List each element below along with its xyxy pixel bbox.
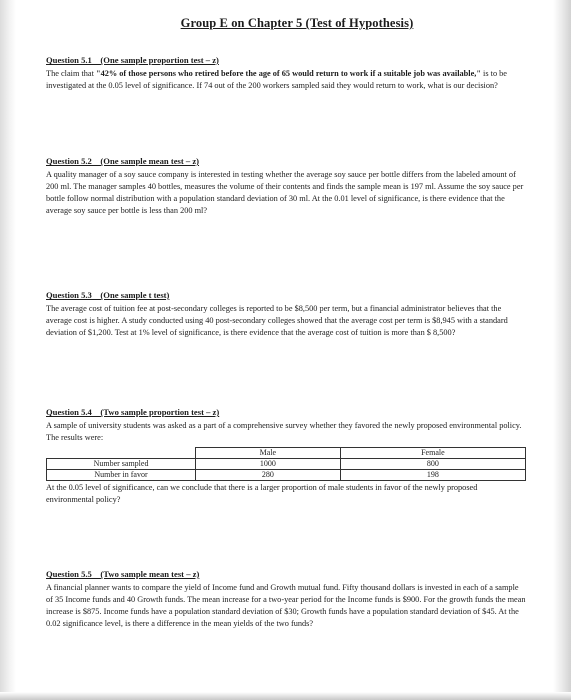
page-edge-left	[0, 0, 16, 700]
question-5-3	[46, 290, 526, 339]
table-header-row	[47, 448, 526, 459]
document-title: Group E on Chapter 5 (Test of Hypothesis)	[180, 16, 414, 30]
question-5-4	[46, 407, 526, 506]
results-table	[46, 447, 526, 481]
question-body-intro: The claim that	[46, 69, 96, 78]
table-row-label: Number in favor	[47, 470, 196, 481]
question-body: A sample of university students was asked as a part of a comprehensive survey whether they favored the newly proposed environmental policy. The results were:	[46, 421, 522, 443]
question-followup: At the 0.05 level of significance, can we conclude that there is a larger proportion of male students in favor of the newly proposed environmental policy?	[46, 483, 478, 505]
question-body: A quality manager of a soy sauce company is interested in testing whether the average soy sauce per bottle differs from the labeled amount of 200 ml. The manager samples 40 bottles, measures the volume of their contents and finds the sample mean is 197 ml. Assume the soy sauce per bottle follow normal distribution with a population standard deviation of 30 ml. At the 0.01 level of significance, is there evidence that the average soy sauce per bottle is less than 200 ml?	[46, 170, 524, 216]
question-heading: Question 5.4 (Two sample proportion test – z)	[46, 407, 220, 417]
table-cell: 198	[340, 470, 525, 481]
question-heading: Question 5.5 (Two sample mean test – z)	[46, 569, 200, 579]
question-body: The average cost of tuition fee at post-secondary colleges is reported to be $8,500 per term, but a financial administrator believes that the average cost is higher. A study conducted using 40 post-secondary colleges showed that the average cost per term is $8,945 with a standard deviation of $1,200. Test at 1% level of significance, is there evidence that the average cost of tuition is more than $ 8,500?	[46, 304, 508, 338]
question-heading: Question 5.3 (One sample t test)	[46, 290, 170, 300]
question-heading: Question 5.2 (One sample mean test – z)	[46, 156, 200, 166]
question-5-2	[46, 156, 526, 217]
table-header-male: Male	[196, 448, 341, 459]
question-body-rest: is to be investigated at the 0.05 level of significance. If 74 out of the 200 workers sampled said they would return to work, what is our decision?	[46, 69, 507, 91]
table-corner-cell	[47, 448, 196, 459]
document-page	[46, 16, 526, 629]
table-header-female: Female	[340, 448, 525, 459]
question-5-1	[46, 55, 526, 92]
question-body-claim: "42% of those persons who retired before the age of 65 would return to work if a suitable job was available,"	[96, 69, 481, 78]
question-heading: Question 5.1 (One sample proportion test – z)	[46, 55, 219, 65]
question-body	[46, 68, 526, 92]
page-edge-right	[553, 0, 571, 700]
question-body: A financial planner wants to compare the yield of Income fund and Growth mutual fund. Fifty thousand dollars is invested in each of a sample of 35 Income funds and 40 Growth funds. The mean increase for a two-year period for the Income funds is $900. For the growth funds the mean increase is $875. Income funds have a population standard deviation of $30; Growth funds have a population standard deviation of $45. At the 0.02 significance level, is there a difference in the mean yields of the two funds?	[46, 583, 526, 629]
table-cell: 1000	[196, 459, 341, 470]
table-cell: 280	[196, 470, 341, 481]
table-row-label: Number sampled	[47, 459, 196, 470]
question-5-5	[46, 569, 526, 630]
table-cell: 800	[340, 459, 525, 470]
table-row	[47, 459, 526, 470]
table-row	[47, 470, 526, 481]
page-edge-bottom	[0, 692, 571, 700]
